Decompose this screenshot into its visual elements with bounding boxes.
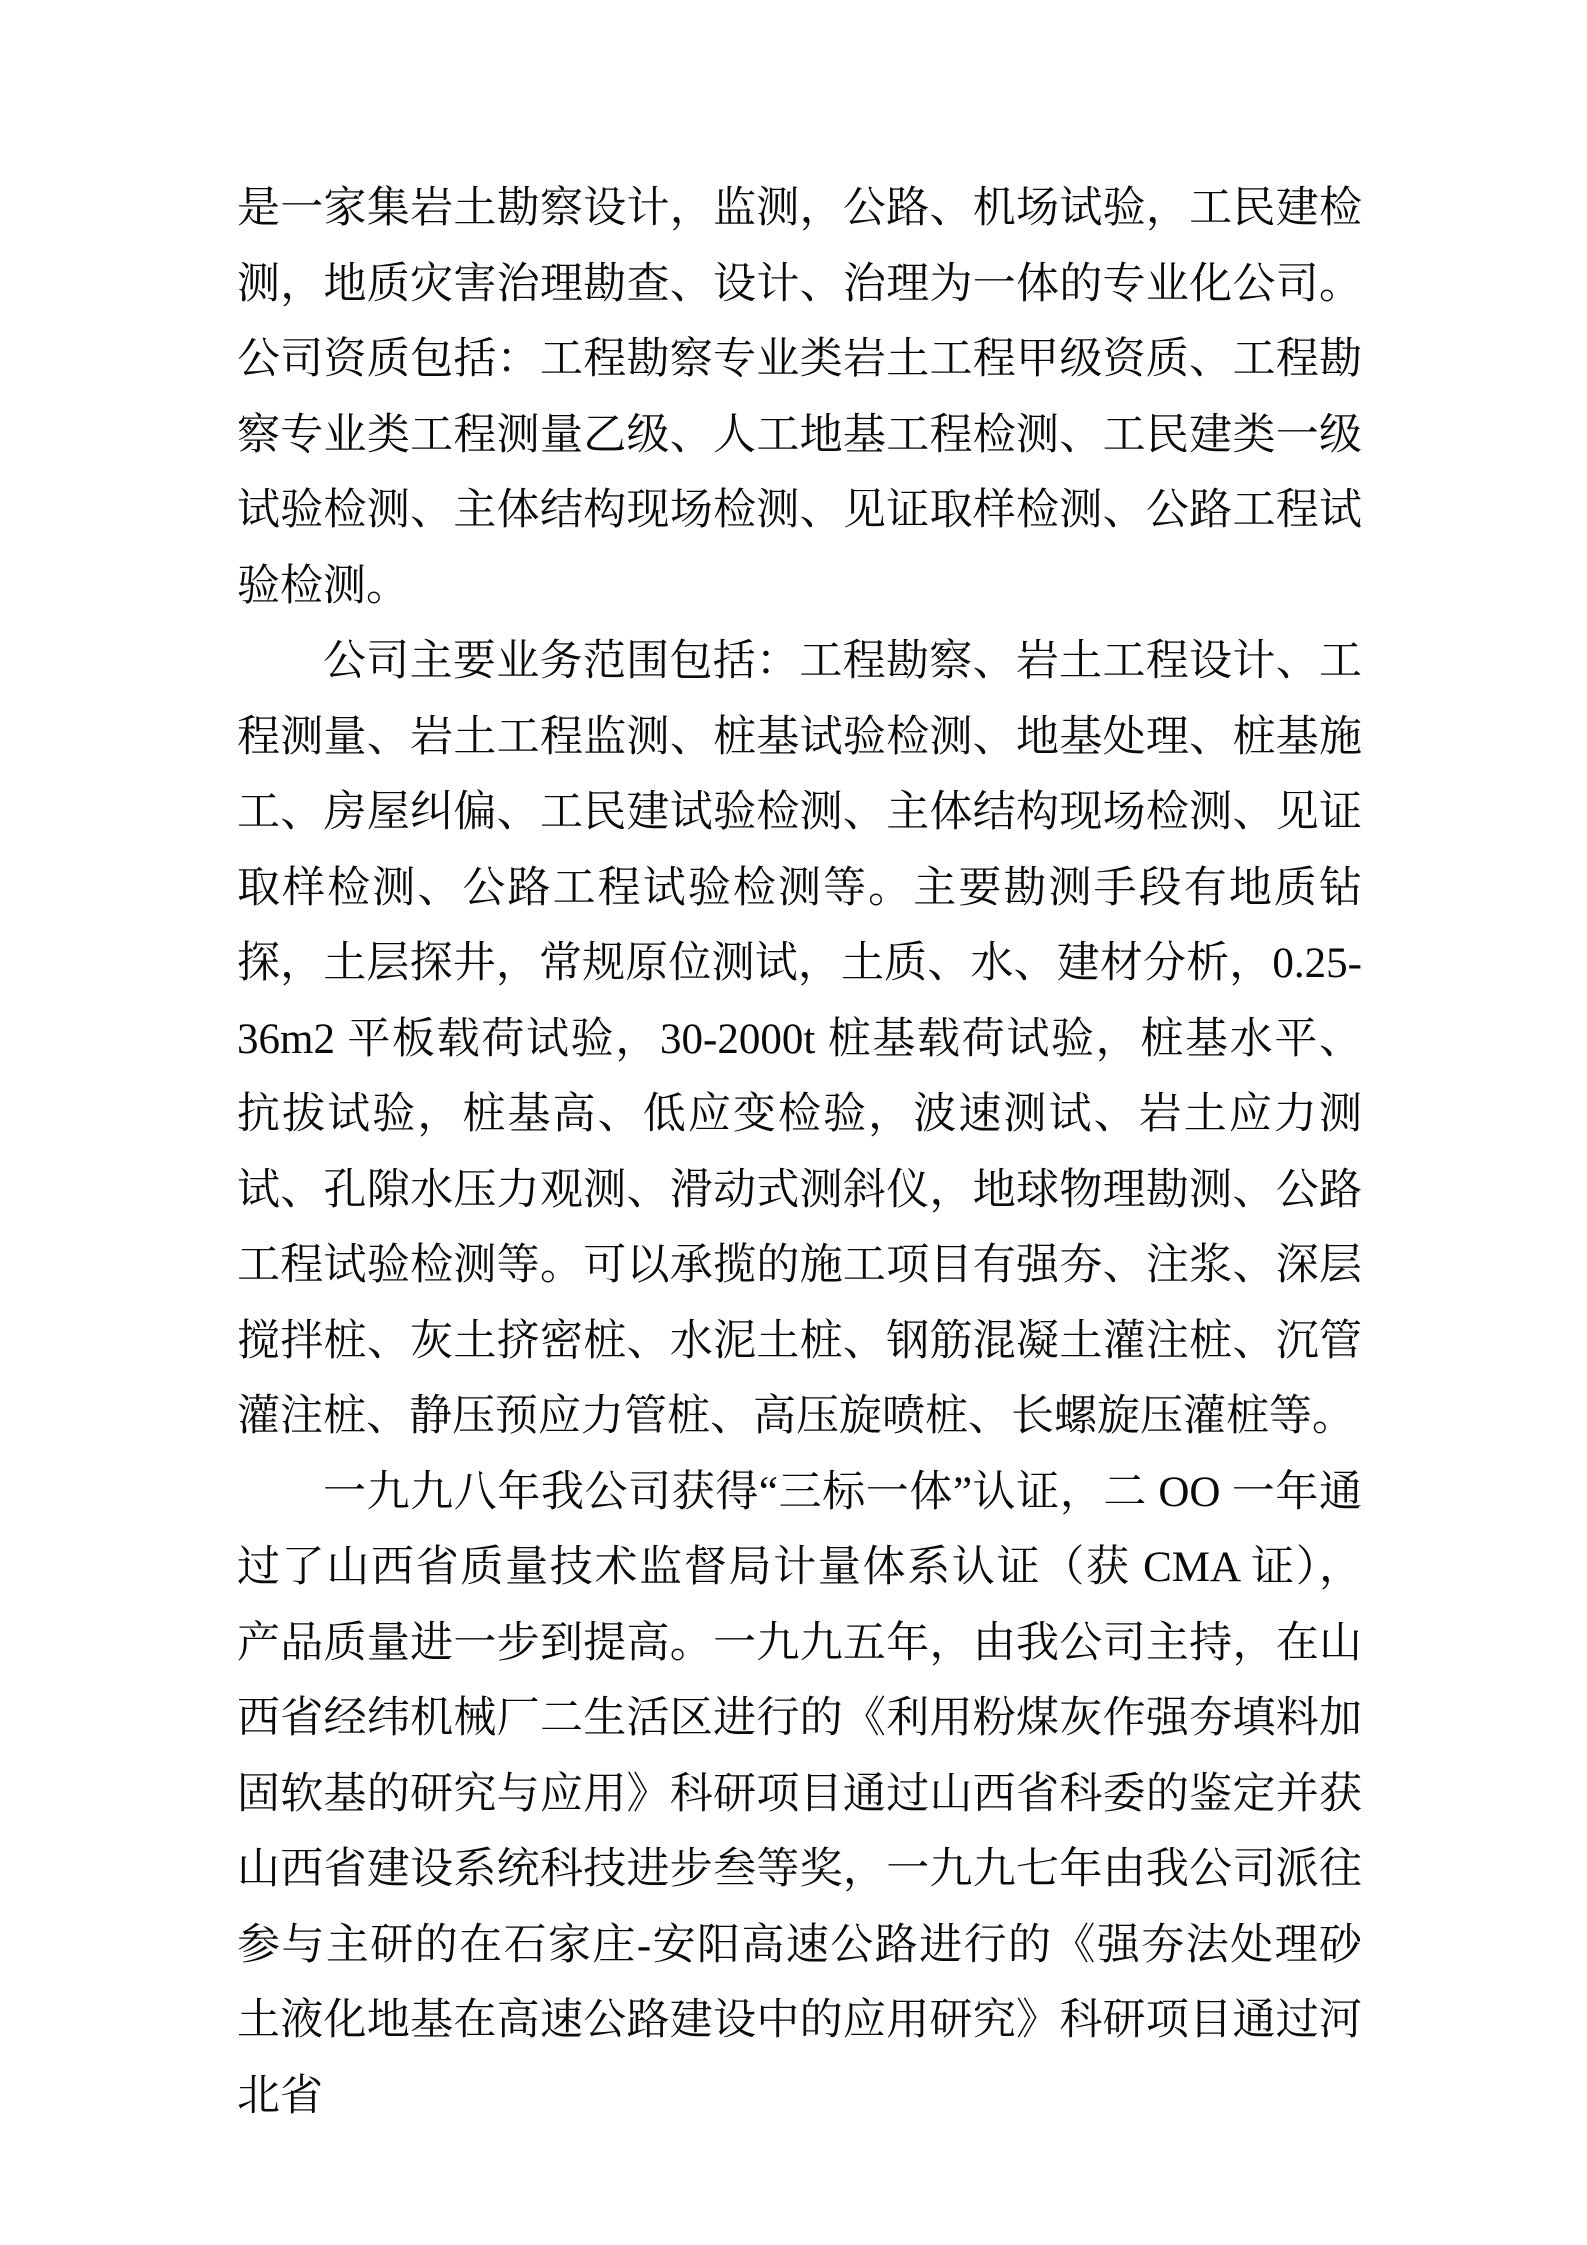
paragraph-company-intro: 是一家集岩土勘察设计，监测，公路、机场试验，工民建检测，地质灾害治理勘查、设计、治理为一体的专业化公司。公司资质包括：工程勘察专业类岩土工程甲级资质、工程勘察专业类工程测量乙级、人工地基工程检测、工民建类一级试验检测、主体结构现场检测、见证取样检测、公路工程试验检测。: [237, 185, 1362, 610]
paragraph-business-scope: 公司主要业务范围包括：工程勘察、岩土工程设计、工程测量、岩土工程监测、桩基试验检测、地基处理、桩基施工、房屋纠偏、工民建试验检测、主体结构现场检测、见证取样检测、公路工程试验检测等。主要勘测手段有地质钻探，土层探井，常规原位测试，土质、水、建材分析，0.25-36m2 平板载荷试验，30-2000t 桩基载荷试验，桩基水平、抗拔试验，桩基高、低应变检验，波速测试、岩土应力测试、孔隙水压力观测、滑动式测斜仪，地球物理勘测、公路工程试验检测等。可以承揽的施工项目有强夯、注浆、深层搅拌桩、灰土挤密桩、水泥土桩、钢筋混凝土灌注桩、沉管灌注桩、静压预应力管桩、高压旋喷桩、长螺旋压灌桩等。: [237, 638, 1362, 1440]
paragraph-certifications-awards: 一九九八年我公司获得“三标一体”认证，二 OO 一年通过了山西省质量技术监督局计量体系认证（获 CMA 证），产品质量进一步到提高。一九九五年，由我公司主持，在山西省经纬机械厂二生活区进行的《利用粉煤灰作强夯填料加固软基的研究与应用》科研项目通过山西省科委的鉴定并获山西省建设系统科技进步叁等奖，一九九七年由我公司派往参与主研的在石家庄-安阳高速公路进行的《强夯法处理砂土液化地基在高速公路建设中的应用研究》科研项目通过河北省: [237, 1468, 1362, 2120]
